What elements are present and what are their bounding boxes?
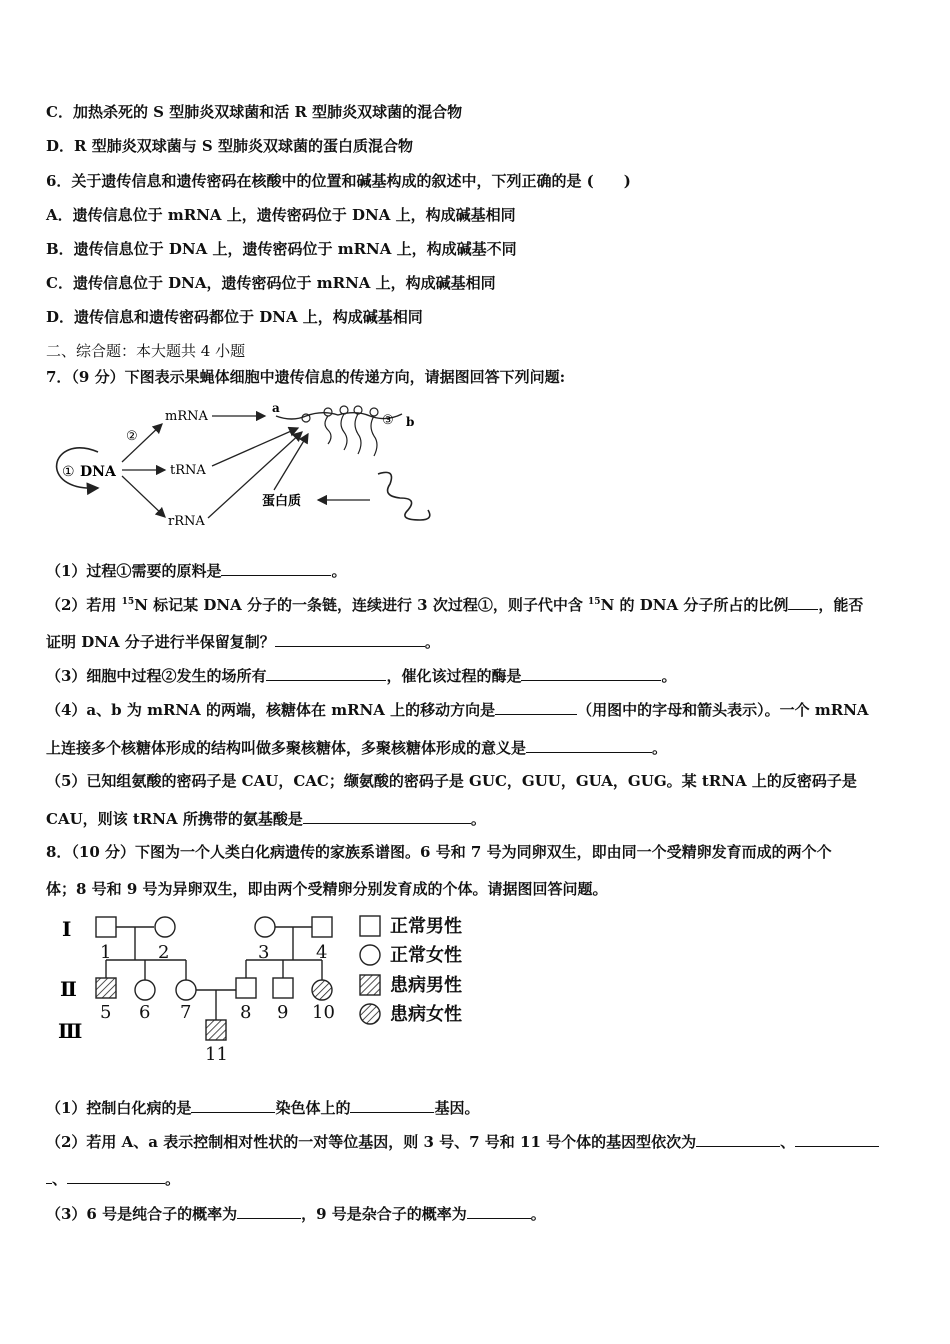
individual-9 [273,978,293,998]
individual-8 [236,978,256,998]
end-a-label: a [272,401,280,415]
individual-10 [312,980,332,1000]
answer-blank[interactable] [788,594,818,610]
generation-3-label: Ⅲ [58,1019,83,1043]
answer-blank[interactable] [467,1203,531,1219]
legend-affected-female: 患病女性 [390,1004,462,1025]
question-8-heading: 8．（10 分）下图为一个人类白化病遗传的家族系谱图。6 号和 7 号为同卵双生，即由同一个受精卵发育而成的两个个 [46,843,832,861]
svg-text:10: 10 [312,1002,335,1023]
answer-blank[interactable] [275,631,425,647]
legend-normal-female: 正常女性 [390,945,462,966]
gene-expression-diagram [40,392,440,534]
q8-sub2-cont: 、 。 [46,1168,180,1189]
q7-sub3: （3）细胞中过程②发生的场所有 ，催化该过程的酶是 。 [46,667,677,685]
option-a-q6: A．遗传信息位于 mRNA 上，遗传密码位于 DNA 上，构成碱基相同 [46,206,516,224]
answer-blank[interactable] [795,1131,879,1147]
answer-blank[interactable] [191,1097,275,1113]
answer-blank[interactable] [495,699,577,715]
q7-sub4: （4）a、b 为 mRNA 的两端，核糖体在 mRNA 上的移动方向是 （用图中的字母和箭头表示）。一个 mRNA [46,701,869,719]
individual-6 [135,980,155,1000]
svg-text:4: 4 [316,942,328,963]
process-1-label: ① [62,464,75,480]
pedigree-chart [50,908,480,1068]
answer-blank[interactable] [526,737,652,753]
svg-text:5: 5 [100,1002,112,1023]
option-c-q5: C．加热杀死的 S 型肺炎双球菌和活 R 型肺炎双球菌的混合物 [46,103,463,121]
end-b-label: b [406,415,415,429]
svg-text:2: 2 [158,942,170,963]
option-d-q6: D．遗传信息和遗传密码都位于 DNA 上，构成碱基相同 [46,308,423,326]
question-8-heading-cont: 体；8 号和 9 号为异卵双生，即由两个受精卵分别发育成的个体。请据图回答问题。 [46,880,608,898]
answer-blank[interactable] [266,665,386,681]
answer-blank[interactable] [303,808,471,824]
individual-4 [312,917,332,937]
individual-5 [96,978,116,998]
answer-blank[interactable] [237,1203,301,1219]
mrna-label: mRNA [165,409,208,424]
svg-text:1: 1 [100,942,112,963]
legend-normal-male: 正常男性 [390,916,462,937]
q8-sub2: （2）若用 A、a 表示控制相对性状的一对等位基因，则 3 号、7 号和 11 号个体的基因型依次为 、 [46,1131,879,1152]
protein-chain [378,472,430,520]
individual-1 [96,917,116,937]
q7-sub1: （1）过程①需要的原料是 。 [46,562,347,580]
option-b-q6: B．遗传信息位于 DNA 上，遗传密码位于 mRNA 上，构成碱基不同 [46,240,517,258]
legend-affected-male: 患病男性 [390,975,462,996]
q7-sub5: （5）已知组氨酸的密码子是 CAU，CAC；缬氨酸的密码子是 GUC，GUU，GUA，GUG。某 tRNA 上的反密码子是 [46,772,857,790]
individual-3 [255,917,275,937]
q7-sub5-cont: CAU，则该 tRNA 所携带的氨基酸是 。 [46,810,486,828]
q7-sub2: （2）若用 $^{15}$N 标记某 DNA 分子的一条链，连续进行 3 次过程①，则子代中含 $^{15}$N 的 DNA 分子所占的比例 ，能否 [46,596,864,614]
individual-7 [176,980,196,1000]
rrna-label: rRNA [168,514,205,529]
generation-2-label: Ⅱ [60,977,77,1001]
answer-blank[interactable] [521,665,661,681]
question-6: 6．关于遗传信息和遗传密码在核酸中的位置和碱基构成的叙述中，下列正确的是 ( ) [46,172,631,190]
trna-label: tRNA [170,463,206,478]
svg-text:6: 6 [139,1002,151,1023]
answer-blank[interactable] [696,1131,780,1147]
answer-blank[interactable] [67,1168,165,1184]
generation-1-label: Ⅰ [62,917,72,941]
process-2-label: ② [126,429,138,444]
q8-sub1: （1）控制白化病的是 染色体上的 基因。 [46,1099,480,1117]
option-d-q5: D．R 型肺炎双球菌与 S 型肺炎双球菌的蛋白质混合物 [46,137,413,155]
legend-affected-female-symbol [360,1004,380,1024]
answer-blank[interactable] [221,560,331,576]
individual-11 [206,1020,226,1040]
individual-2 [155,917,175,937]
option-c-q6: C．遗传信息位于 DNA，遗传密码位于 mRNA 上，构成碱基相同 [46,274,496,292]
answer-blank[interactable] [350,1097,434,1113]
svg-text:8: 8 [240,1002,252,1023]
q7-sub2-cont: 证明 DNA 分子进行半保留复制？ 。 [46,633,440,651]
legend-normal-female-symbol [360,945,380,965]
svg-text:11: 11 [205,1044,228,1065]
protein-label: 蛋白质 [262,494,302,509]
svg-text:9: 9 [277,1002,289,1023]
q8-sub3: （3）6 号是纯合子的概率为 ，9 号是杂合子的概率为 。 [46,1205,546,1223]
legend-normal-male-symbol [360,916,380,936]
svg-text:3: 3 [258,942,270,963]
legend-affected-male-symbol [360,975,380,995]
dna-label: DNA [80,464,116,480]
question-7-heading: 7．（9 分）下图表示果蝇体细胞中遗传信息的传递方向，请据图回答下列问题: [46,368,566,386]
section-heading: 二、综合题：本大题共 4 小题 [46,342,246,360]
svg-text:7: 7 [180,1002,192,1023]
process-3-label: ③ [382,413,394,428]
q7-sub4-cont: 上连接多个核糖体形成的结构叫做多聚核糖体，多聚核糖体形成的意义是 。 [46,739,668,757]
